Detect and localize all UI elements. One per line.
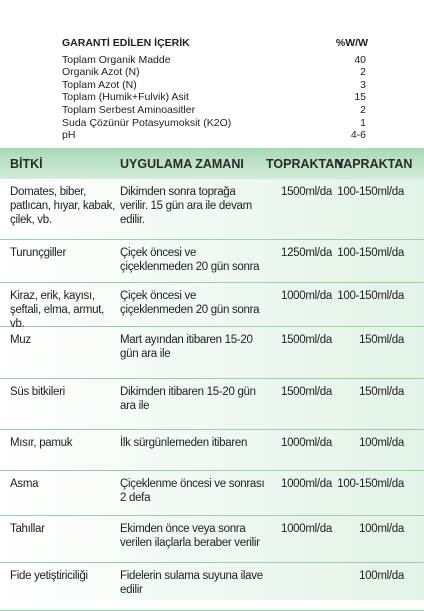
leaf-dose-cell: 100ml/da — [359, 523, 404, 535]
timing-cell: Çiçeklenme öncesi ve sonrası 2 defa — [120, 478, 265, 504]
timing-cell: Çiçek öncesi ve çiçeklenmeden 20 gün sonra — [120, 290, 260, 316]
plant-cell: Fide yetiştiriciliği — [10, 570, 88, 582]
timing-cell: İlk sürgünlemeden itibaren — [120, 437, 248, 449]
header-timing: UYGULAMA ZAMANI — [120, 156, 244, 171]
table-row — [0, 327, 424, 379]
soil-dose-cell: 1000ml/da — [280, 437, 332, 449]
leaf-dose-cell: 100-150ml/da — [337, 290, 404, 302]
plant-cell: Tahıllar — [10, 523, 45, 535]
header-soil: TOPRAKTAN — [266, 156, 344, 171]
guaranteed-content-row — [62, 79, 368, 92]
content-value: 1 — [360, 116, 366, 129]
timing-cell: Dikimden sonra toprağa verilir. 15 gün ara ile devam edilir. — [120, 186, 252, 226]
timing-cell: Mart ayından itibaren 15-20 gün ara ile — [120, 334, 253, 360]
timing-cell: Ekimden önce veya sonra verilen ilaçlarla beraber verilir — [120, 523, 260, 549]
soil-dose-cell: 1000ml/da — [280, 478, 332, 490]
leaf-dose-cell: 100ml/da — [359, 570, 404, 582]
header-leaf: YAPRAKTAN — [336, 156, 413, 171]
soil-dose-cell: 1250ml/da — [280, 247, 332, 259]
plant-cell: Domates, biber, patlıcan, hıyar, kabak, çilek, vb. — [10, 186, 115, 226]
content-value: 4-6 — [350, 129, 366, 142]
timing-cell: Çiçek öncesi ve çiçeklenmeden 20 gün sonra — [120, 247, 260, 273]
guaranteed-content-row — [62, 104, 368, 117]
leaf-dose-cell: 100-150ml/da — [337, 478, 404, 490]
table-row — [0, 283, 424, 330]
plant-cell: Kiraz, erik, kayısı, şeftali, elma, armut, vb. — [10, 290, 105, 330]
table-body — [0, 179, 424, 611]
guaranteed-content-row — [62, 117, 368, 130]
content-label: Organik Azot (N) — [62, 66, 140, 79]
content-label: pH — [62, 129, 76, 142]
application-table — [0, 148, 424, 600]
table-row — [0, 471, 424, 516]
soil-dose-cell: 1000ml/da — [280, 523, 332, 535]
table-row — [0, 563, 424, 611]
guaranteed-content-row — [62, 54, 368, 67]
content-value: 3 — [360, 78, 366, 91]
leaf-dose-cell: 150ml/da — [359, 386, 404, 398]
plant-cell: Mısır, pamuk — [10, 437, 73, 449]
content-label: Toplam (Humik+Fulvik) Asit — [62, 91, 189, 104]
plant-cell: Turunçgiller — [10, 247, 67, 259]
soil-dose-cell: 1500ml/da — [280, 186, 332, 198]
guaranteed-content-block — [62, 37, 368, 142]
content-label: Toplam Azot (N) — [62, 78, 137, 91]
content-value: 40 — [354, 53, 366, 66]
plant-cell: Süs bitkileri — [10, 386, 65, 398]
soil-dose-cell: 1500ml/da — [280, 386, 332, 398]
soil-dose-cell: 1000ml/da — [280, 290, 332, 302]
timing-cell: Dikimden itibaren 15-20 gün ara ile — [120, 386, 256, 412]
plant-cell: Asma — [10, 478, 39, 490]
table-row — [0, 516, 424, 563]
content-value: 2 — [360, 66, 366, 79]
table-row — [0, 179, 424, 240]
leaf-dose-cell: 100ml/da — [359, 437, 404, 449]
content-label: Suda Çözünür Potasyumoksit (K2O) — [62, 116, 232, 129]
leaf-dose-cell: 100-150ml/da — [337, 247, 404, 259]
leaf-dose-cell: 150ml/da — [359, 334, 404, 346]
table-header — [0, 148, 424, 179]
soil-dose-cell — [266, 563, 336, 610]
leaf-dose-cell: 100-150ml/da — [337, 186, 404, 198]
table-row — [0, 379, 424, 430]
guaranteed-content-row — [62, 129, 368, 142]
content-value: 2 — [360, 103, 366, 116]
guaranteed-content-header — [62, 37, 368, 50]
guaranteed-content-rows — [62, 54, 368, 142]
table-row — [0, 240, 424, 283]
soil-dose-cell: 1500ml/da — [280, 334, 332, 346]
header-plant: BİTKİ — [10, 156, 43, 171]
timing-cell: Fidelerin sulama suyuna ilave edilir — [120, 570, 263, 596]
content-value: 15 — [354, 91, 366, 104]
content-label: Toplam Organik Madde — [62, 53, 171, 66]
guaranteed-content-row — [62, 91, 368, 104]
plant-cell: Muz — [10, 334, 31, 346]
table-row — [0, 430, 424, 471]
unit-header: %W/W — [335, 37, 368, 49]
guaranteed-content-title: GARANTİ EDİLEN İÇERİK — [62, 37, 190, 49]
content-label: Toplam Serbest Aminoasitler — [62, 103, 196, 116]
guaranteed-content-row — [62, 66, 368, 79]
